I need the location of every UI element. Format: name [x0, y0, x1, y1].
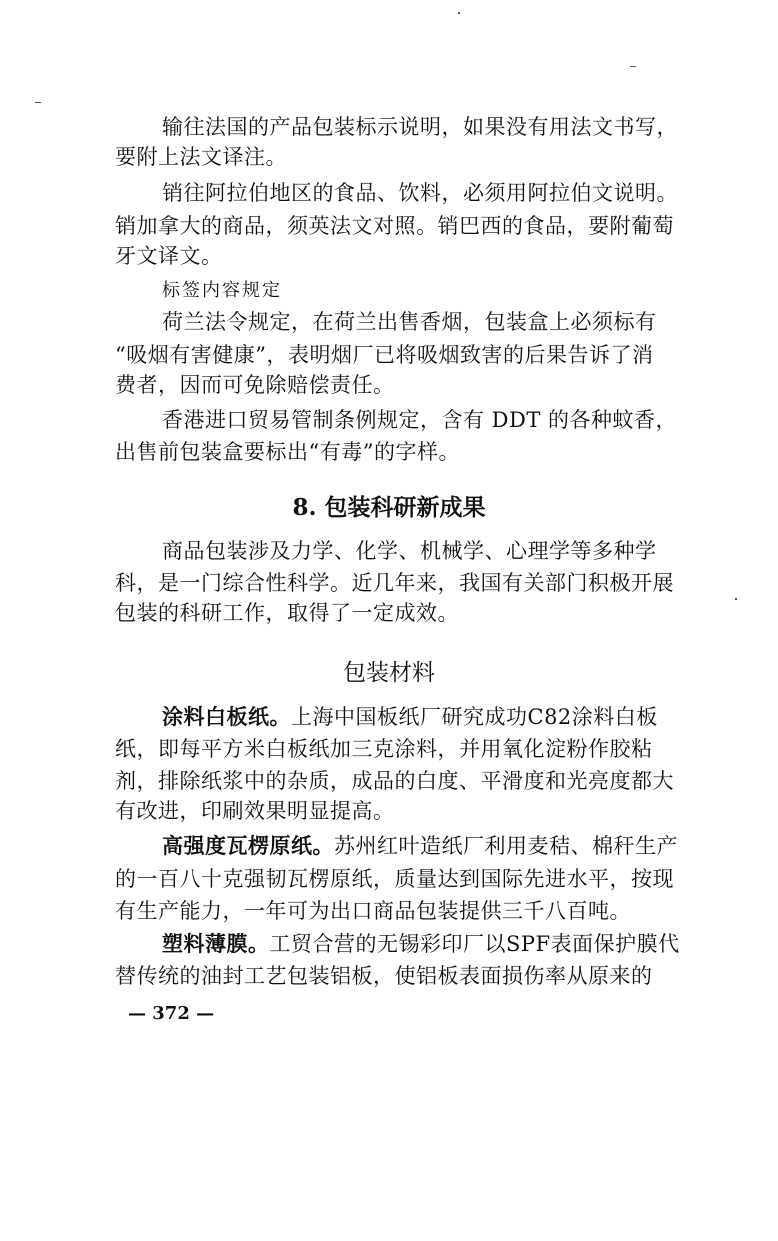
item-term: 涂料白板纸。: [162, 704, 291, 729]
page-number: — 372 —: [128, 1003, 215, 1024]
text-line: 纸，即每平方米白板纸加三克涂料，并用氧化淀粉作胶粘: [115, 737, 653, 761]
text-line: 剂，排除纸浆中的杂质，成品的白度、平滑度和光亮度都大: [115, 769, 674, 793]
subheading: 包装材料: [343, 660, 435, 686]
text-line: 科，是一门综合性科学。近几年来，我国有关部门积极开展: [115, 571, 674, 595]
scan-speck: [35, 102, 41, 103]
text-line: 输往法国的产品包装标示说明，如果没有用法文书写，: [162, 115, 678, 139]
text-line: 销往阿拉伯地区的食品、饮料，必须用阿拉伯文说明。: [162, 181, 678, 205]
text-line: 要附上法文译注。: [115, 145, 287, 169]
text-line: [162, 929, 685, 959]
item-term: 高强度瓦楞原纸。: [162, 833, 334, 858]
text-line: 费者，因而可免除赔偿责任。: [115, 373, 395, 397]
text-line: [162, 702, 685, 732]
scan-speck: [458, 12, 460, 14]
text-line: 香港进口贸易管制条例规定，含有 DDT 的各种蚊香，: [162, 408, 678, 432]
item-text: 上海中国板纸厂研究成功C82涂料白板: [291, 705, 658, 729]
text-line: 销加拿大的商品，须英法文对照。销巴西的食品，要附葡萄: [115, 214, 674, 238]
label-rules-title: 标签内容规定: [162, 280, 282, 301]
text-line: 荷兰法令规定，在荷兰出售香烟，包装盒上必须标有: [162, 310, 657, 334]
text-line: 商品包装涉及力学、化学、机械学、心理学等多种学: [162, 539, 657, 563]
item-text: 工贸合营的无锡彩印厂以SPF表面保护膜代: [269, 932, 680, 956]
item-term: 塑料薄膜。: [162, 931, 270, 956]
text-line: “吸烟有害健康”，表明烟厂已将吸烟致害的后果告诉了消: [115, 343, 654, 367]
text-line: 有改进，印刷效果明显提高。: [115, 799, 395, 823]
section-heading: 8. 包装科研新成果: [292, 494, 486, 521]
scan-speck: [630, 66, 636, 67]
text-line: 的一百八十克强韧瓦楞原纸，质量达到国际先进水平，按现: [115, 867, 674, 891]
scan-speck: [735, 598, 737, 600]
text-line: 替传统的油封工艺包装铝板，使铝板表面损伤率从原来的: [115, 964, 653, 988]
text-line: 包装的科研工作，取得了一定成效。: [115, 601, 459, 625]
text-line: 出售前包装盒要标出“有毒”的字样。: [115, 440, 460, 464]
text-line: 有生产能力，一年可为出口商品包装提供三千八百吨。: [115, 899, 631, 923]
text-line: [162, 831, 685, 861]
item-text: 苏州红叶造纸厂利用麦秸、棉秆生产: [334, 834, 678, 858]
text-line: 牙文译文。: [115, 244, 223, 268]
